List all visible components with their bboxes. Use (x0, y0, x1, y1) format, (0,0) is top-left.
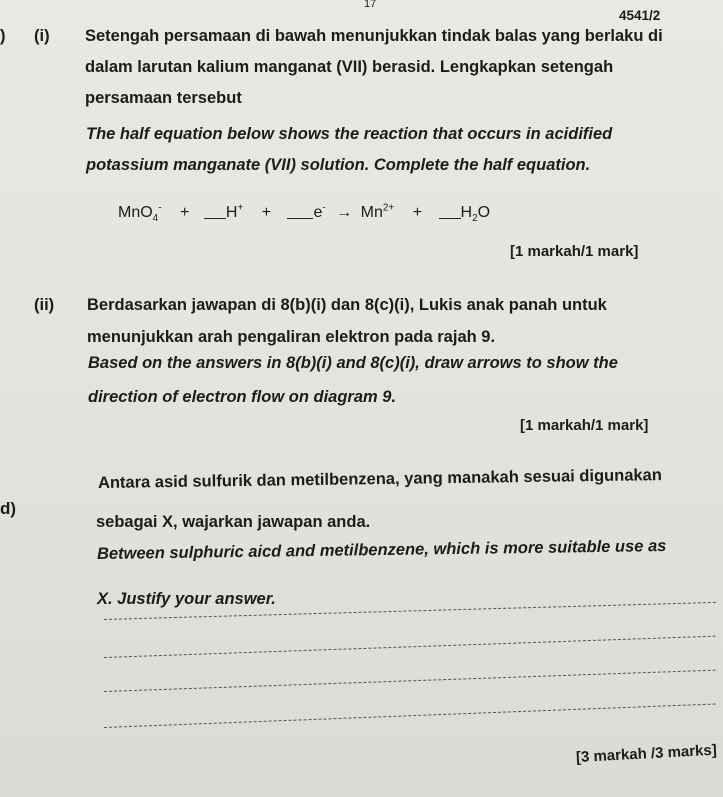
part-d-label: d) (0, 499, 17, 518)
c-i-malay-line-3: persamaan tersebut (85, 89, 242, 107)
answer-line[interactable] (104, 704, 716, 728)
c-ii-malay-line-2: menunjukkan arah pengaliran elektron pada rajah 9. (87, 328, 496, 346)
answer-line[interactable] (104, 670, 716, 692)
c-i-malay-line-1: Setengah persamaan di bawah menunjukkan tindak balas yang berlaku di (85, 27, 663, 45)
paper-code: 4541/2 (619, 8, 661, 23)
part-c-ii-label: (ii) (34, 296, 55, 314)
reaction-arrow: → (336, 204, 353, 222)
answer-blank[interactable] (287, 204, 313, 219)
c-i-english-line-2: potassium manganate (VII) solution. Complete the half equation. (86, 156, 591, 174)
manganese-ion: $Mn^{2+}$ (360, 203, 395, 222)
answer-blank[interactable] (204, 204, 226, 219)
plus-sign: + (412, 204, 423, 222)
c-i-english-line-1: The half equation below shows the reaction that occurs in acidified (86, 125, 613, 143)
hydrogen-ion: H+ (225, 203, 244, 222)
part-c-label: ) (0, 27, 6, 45)
half-equation (118, 203, 490, 225)
d-marks: [3 markah /3 marks] (575, 741, 718, 766)
c-ii-malay-line-1: Berdasarkan jawapan di 8(b)(i) dan 8(c)(i), Lukis anak panah untuk (87, 296, 607, 314)
electron: e- (313, 203, 326, 222)
c-ii-english-line-1: Based on the answers in 8(b)(i) and 8(c)(i), draw arrows to show the (88, 354, 618, 372)
c-ii-english-line-2: direction of electron flow on diagram 9. (88, 388, 397, 406)
water: $H_2O$ (460, 204, 491, 225)
c-i-malay-line-2: dalam larutan kalium manganat (VII) berasid. Lengkapkan setengah (85, 58, 614, 76)
page-number: 17 (364, 0, 377, 10)
c-ii-marks: [1 markah/1 mark] (520, 417, 649, 434)
d-english-line-2: X. Justify your answer. (97, 590, 276, 608)
answer-line[interactable] (104, 636, 716, 658)
d-english-line-1: Between sulphuric aicd and metilbenzene, which is more suitable use as (96, 537, 667, 563)
permanganate-ion: MnO$_4$- (118, 203, 162, 225)
d-malay-line-1: Antara asid sulfurik dan metilbenzena, yang manakah sesuai digunakan (97, 466, 662, 492)
answer-blank[interactable] (439, 204, 461, 219)
plus-sign: + (180, 204, 190, 222)
plus-sign: + (261, 204, 272, 222)
part-c-i-label: (i) (34, 27, 50, 45)
d-malay-line-2: sebagai X, wajarkan jawapan anda. (96, 513, 371, 531)
c-i-marks: [1 markah/1 mark] (510, 243, 639, 260)
